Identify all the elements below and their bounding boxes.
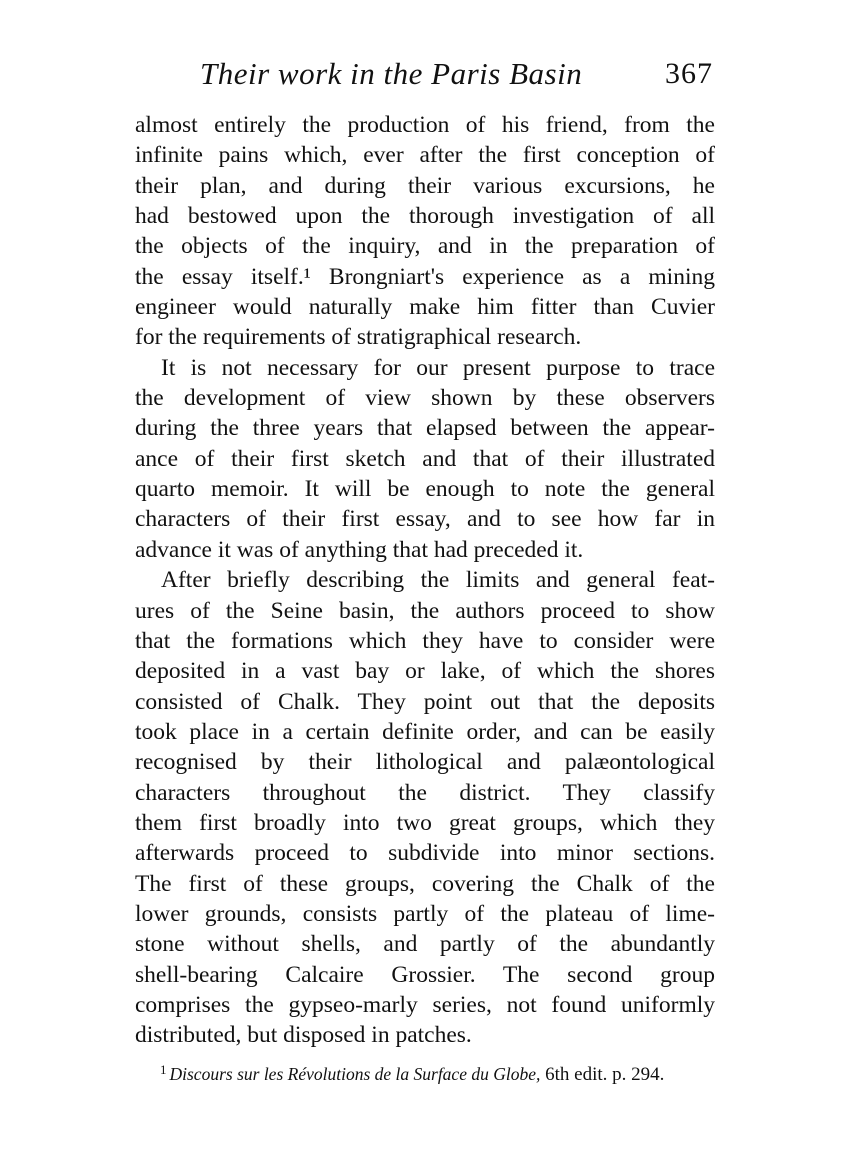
footnote-reference: 6th edit. p. 294. [540, 1064, 665, 1085]
text-line: engineer would naturally make him fitter than Cuvier [135, 294, 715, 321]
text-line: ures of the Seine basin, the authors proceed to show [135, 597, 715, 624]
text-line: deposited in a vast bay or lake, of which the shores [135, 658, 715, 685]
text-line: that the formations which they have to consider were [135, 627, 715, 654]
footnote-title: Discours sur les Révolutions de la Surface du Globe, [169, 1064, 541, 1084]
text-line: the development of view shown by these observers [135, 385, 715, 412]
text-line: ance of their first sketch and that of their illustrated [135, 445, 715, 472]
text-line: during the three years that elapsed between the appear- [135, 415, 715, 442]
text-line: stone without shells, and partly of the abundantly [135, 931, 715, 958]
text-line: recognised by their lithological and palæontological [135, 749, 715, 776]
text-line: The first of these groups, covering the Chalk of the [135, 870, 715, 897]
running-title: Their work in the Paris Basin [200, 56, 583, 91]
text-line: lower grounds, consists partly of the plateau of lime- [135, 900, 715, 927]
text-line: shell-bearing Calcaire Grossier. The second group [135, 961, 715, 988]
text-line: the objects of the inquiry, and in the preparation of [135, 233, 715, 260]
text-line: afterwards proceed to subdivide into minor sections. [135, 840, 715, 867]
text-line: almost entirely the production of his friend, from the [135, 112, 715, 138]
text-line: quarto memoir. It will be enough to note the general [135, 476, 715, 503]
text-line: their plan, and during their various excursions, he [135, 172, 715, 199]
text-line: It is not necessary for our present purpose to trace [161, 354, 715, 381]
text-line: comprises the gypseo-marly series, not found uniformly [135, 991, 715, 1018]
footnote [160, 1057, 720, 1088]
footnote-marker: 1 [160, 1062, 167, 1077]
text-line: advance it was of anything that had preceded it. [135, 536, 584, 563]
text-line: consisted of Chalk. They point out that the deposits [135, 688, 715, 715]
text-line: characters of their first essay, and to see how far in [135, 506, 715, 533]
text-line: infinite pains which, ever after the first conception of [135, 142, 715, 169]
paragraph [135, 110, 715, 353]
text-line: for the requirements of stratigraphical research. [135, 324, 582, 351]
text-line: distributed, but disposed in patches. [135, 1022, 472, 1049]
paragraph [135, 565, 715, 1051]
text-line: them first broadly into two great groups, which they [135, 809, 715, 836]
text-line: After briefly describing the limits and general feat- [161, 567, 715, 594]
text-line: had bestowed upon the thorough investigation of all [135, 203, 715, 230]
page-number: 367 [665, 57, 713, 90]
text-line: took place in a certain definite order, and can be easily [135, 718, 715, 745]
running-head [135, 52, 715, 96]
paragraph [135, 353, 715, 565]
text-line: characters throughout the district. They classify [135, 779, 715, 806]
body-text [135, 110, 715, 1051]
text-line: the essay itself.¹ Brongniart's experience as a mining [135, 263, 715, 290]
